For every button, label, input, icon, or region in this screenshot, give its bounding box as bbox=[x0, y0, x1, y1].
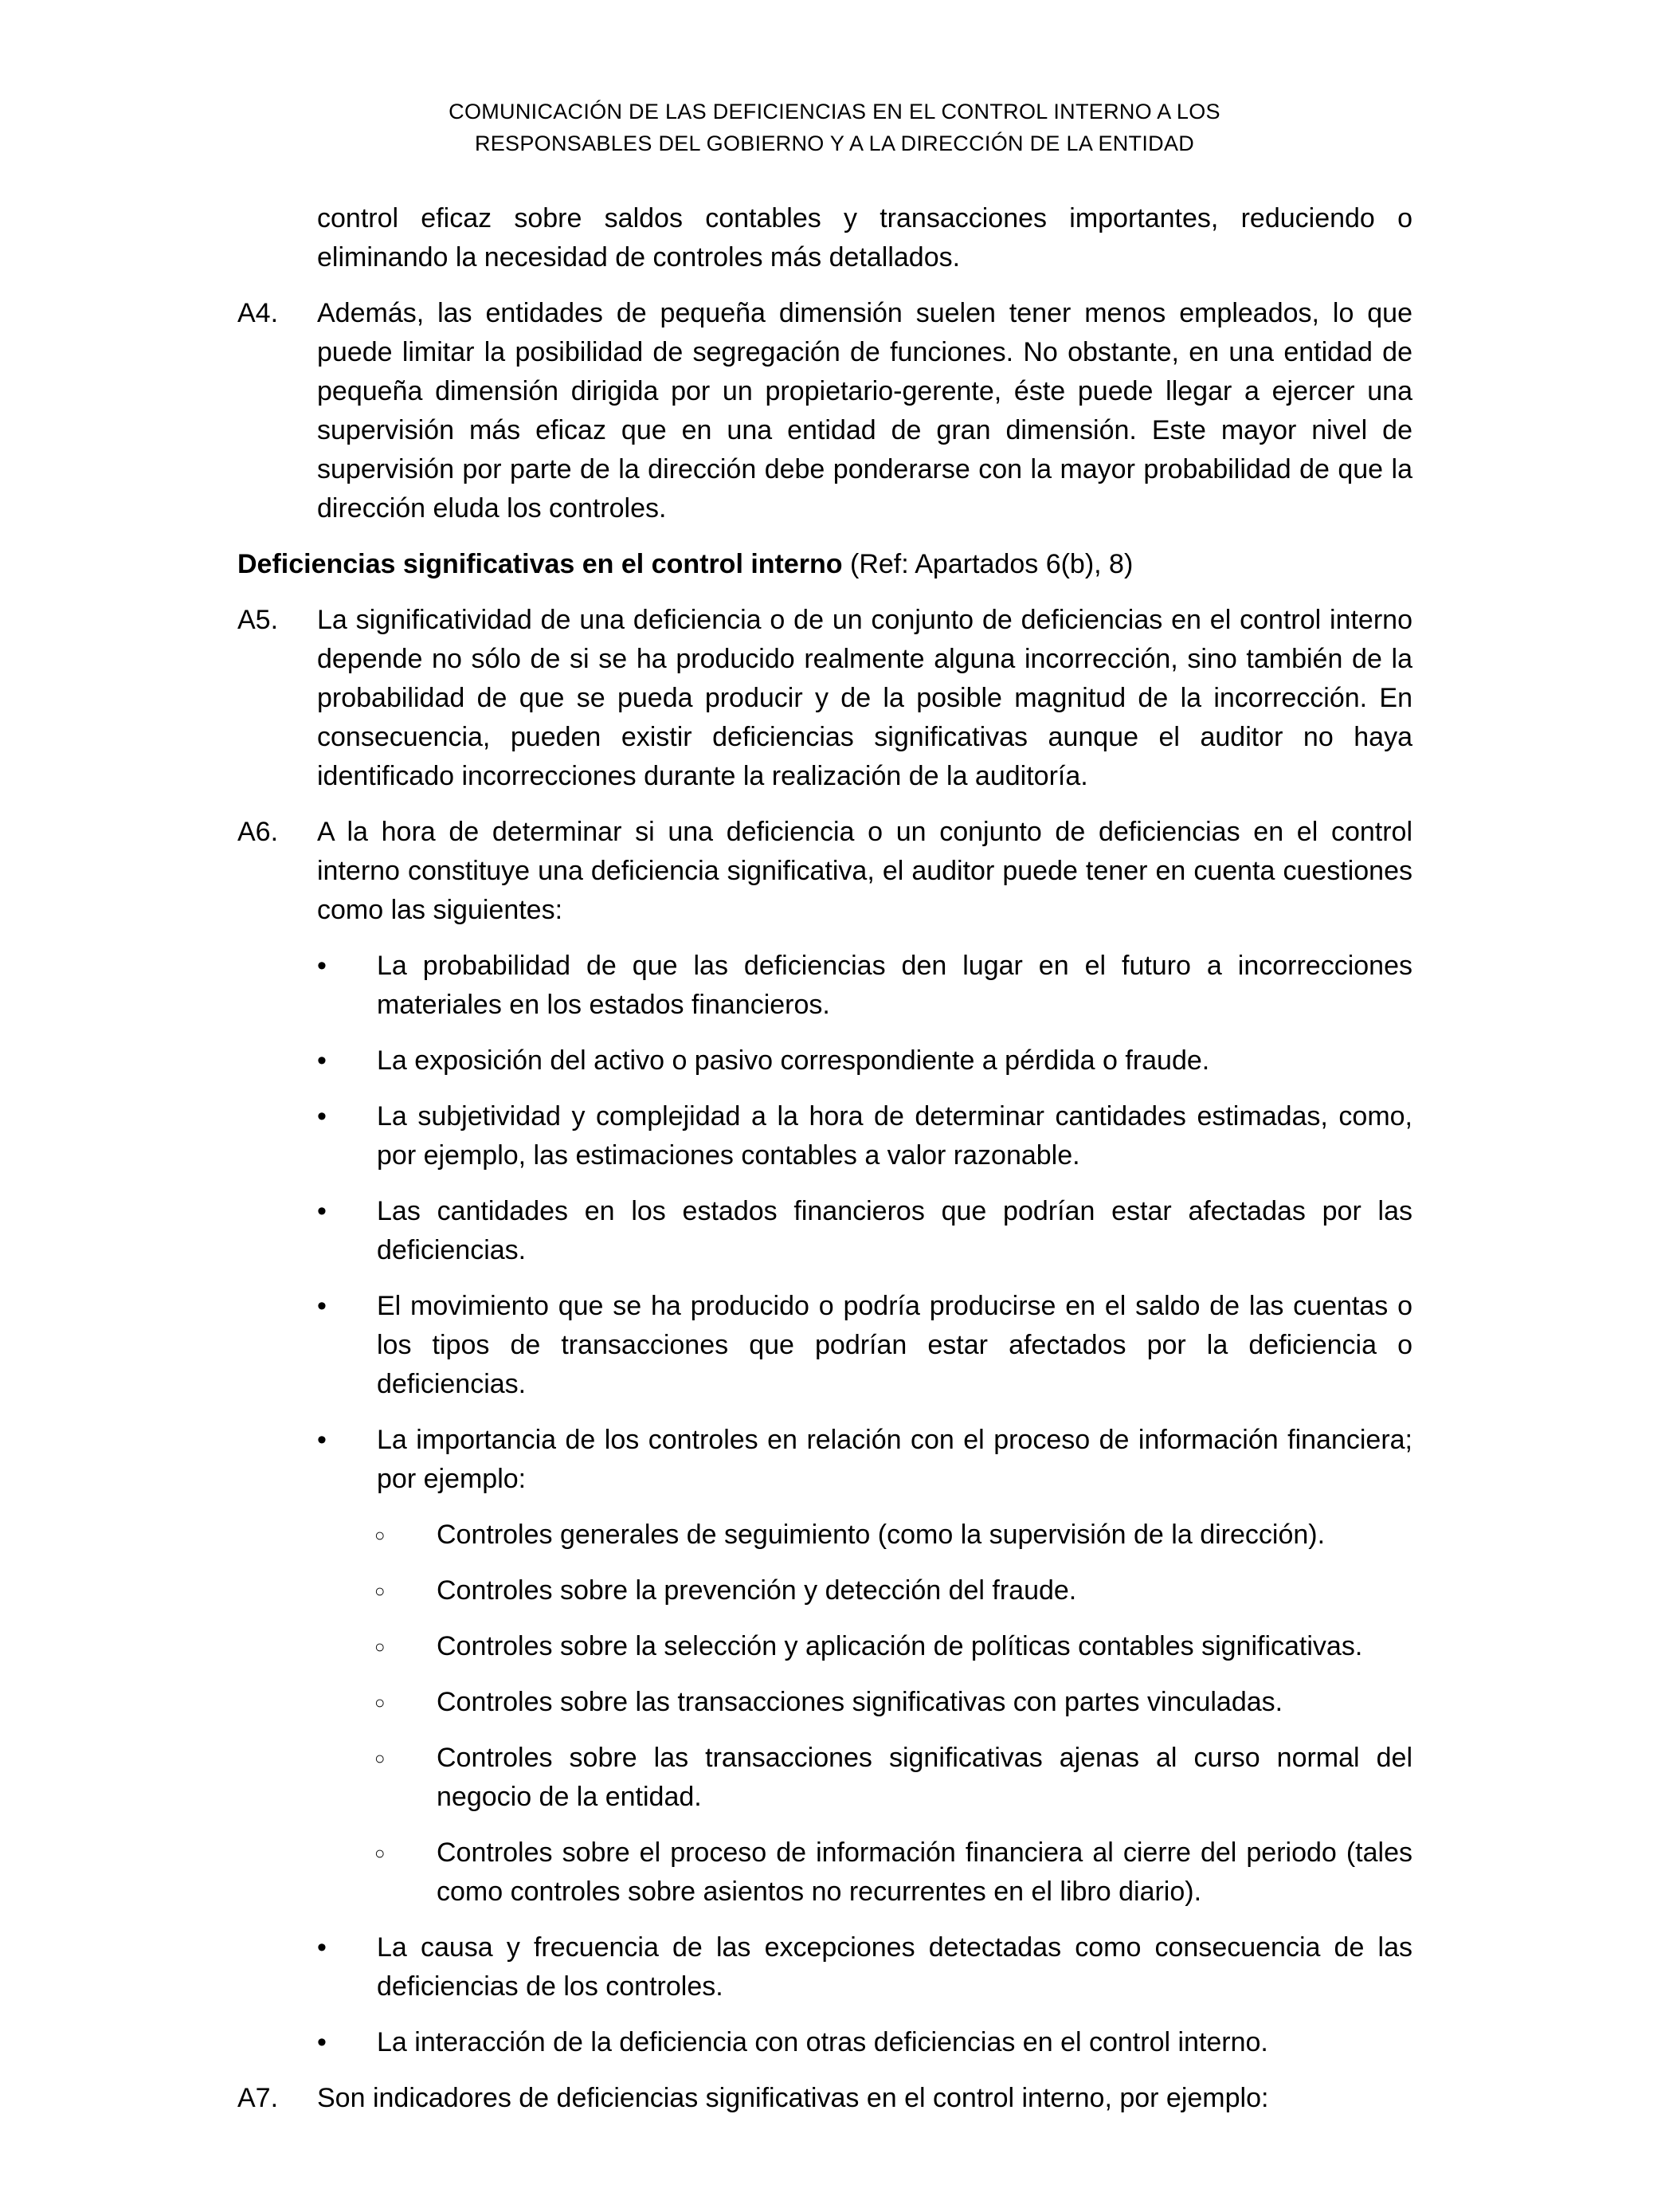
paragraph-text: A la hora de determinar si una deficiencia o un conjunto de deficiencias en el control interno constituye una deficiencia significativa, el auditor puede tener en cuenta cuestiones como las siguientes: bbox=[317, 817, 1412, 925]
sub-list-item bbox=[237, 1627, 1412, 1666]
list-item bbox=[237, 1097, 1412, 1175]
circle-bullet-marker: ○ bbox=[374, 1692, 386, 1712]
section-heading bbox=[237, 545, 1412, 584]
paragraph-text: La significatividad de una deficiencia o de un conjunto de deficiencias en el control interno depende no sólo de si se ha producido realmente alguna incorrección, sino también de la probabilidad de que se pueda producir y de la posible magnitud de la incorrección. En consecuencia, pueden existir deficiencias significativas aunque el auditor no haya identificado incorrecciones durante la realización de la auditoría. bbox=[317, 605, 1412, 791]
paragraph-a4 bbox=[237, 294, 1412, 528]
bullet-marker: • bbox=[317, 1045, 327, 1076]
bullet-marker: • bbox=[317, 1291, 327, 1321]
list-item-text: Las cantidades en los estados financieros que podrían estar afectadas por las deficiencias. bbox=[377, 1196, 1412, 1265]
bullet-list bbox=[237, 947, 1412, 2062]
circle-bullet-marker: ○ bbox=[374, 1525, 386, 1545]
list-item-text: La subjetividad y complejidad a la hora de determinar cantidades estimadas, como, por ejemplo, las estimaciones contables a valor razonable. bbox=[377, 1101, 1412, 1171]
sub-list-item bbox=[237, 1739, 1412, 1817]
list-item-text: Controles sobre la selección y aplicación de políticas contables significativas. bbox=[437, 1631, 1363, 1661]
bullet-marker: • bbox=[317, 1196, 327, 1226]
sub-list-item bbox=[237, 1516, 1412, 1555]
paragraph-text: control eficaz sobre saldos contables y transacciones importantes, reduciendo o eliminando la necesidad de controles más detallados. bbox=[317, 203, 1412, 273]
paragraph-a5 bbox=[237, 601, 1412, 796]
header-line-2: RESPONSABLES DEL GOBIERNO Y A LA DIRECCIÓN DE LA ENTIDAD bbox=[474, 131, 1195, 155]
paragraph-a6 bbox=[237, 813, 1412, 930]
list-item-text: La probabilidad de que las deficiencias den lugar en el futuro a incorrecciones materiales en los estados financieros. bbox=[377, 951, 1412, 1020]
paragraph-number: A6. bbox=[237, 817, 279, 847]
list-item-text: La causa y frecuencia de las excepciones detectadas como consecuencia de las deficiencias de los controles. bbox=[377, 1932, 1412, 2002]
paragraph-number: A7. bbox=[237, 2083, 279, 2113]
bullet-marker: • bbox=[317, 2027, 327, 2057]
circle-bullet-marker: ○ bbox=[374, 1843, 386, 1863]
list-item bbox=[237, 1287, 1412, 1404]
section-reference: (Ref: Apartados 6(b), 8) bbox=[842, 549, 1134, 579]
list-item-text: El movimiento que se ha producido o podría producirse en el saldo de las cuentas o los tipos de transacciones que podrían estar afectados por la deficiencia o deficiencias. bbox=[377, 1291, 1412, 1399]
header-line-1: COMUNICACIÓN DE LAS DEFICIENCIAS EN EL CONTROL INTERNO A LOS bbox=[449, 100, 1220, 124]
circle-bullet-marker: ○ bbox=[374, 1581, 386, 1601]
bullet-marker: • bbox=[317, 1932, 327, 1963]
bullet-marker: • bbox=[317, 1425, 327, 1455]
list-item-text: La exposición del activo o pasivo correspondiente a pérdida o fraude. bbox=[377, 1045, 1210, 1076]
bullet-marker: • bbox=[317, 951, 327, 981]
section-title: Deficiencias significativas en el control interno bbox=[237, 549, 843, 579]
list-item-text: La interacción de la deficiencia con otras deficiencias en el control interno. bbox=[377, 2027, 1268, 2057]
list-item bbox=[237, 2023, 1412, 2062]
list-item-text: Controles sobre las transacciones significativas con partes vinculadas. bbox=[437, 1687, 1283, 1717]
list-item-text: Controles sobre el proceso de información financiera al cierre del periodo (tales como controles sobre asientos no recurrentes en el libro diario). bbox=[437, 1837, 1412, 1907]
paragraph-number: A5. bbox=[237, 605, 279, 635]
paragraph-number: A4. bbox=[237, 298, 279, 328]
list-item bbox=[237, 1041, 1412, 1081]
circle-bullet-marker: ○ bbox=[374, 1748, 386, 1768]
paragraph-text: Son indicadores de deficiencias significativas en el control interno, por ejemplo: bbox=[317, 2083, 1269, 2113]
paragraph-text: Además, las entidades de pequeña dimensión suelen tener menos empleados, lo que puede limitar la posibilidad de segregación de funciones. No obstante, en una entidad de pequeña dimensión dirigida por un propietario-gerente, éste puede llegar a ejercer una supervisión más eficaz que en una entidad de gran dimensión. Este mayor nivel de supervisión por parte de la dirección debe ponderarse con la mayor probabilidad de que la dirección eluda los controles. bbox=[317, 298, 1412, 524]
sub-list-item bbox=[237, 1834, 1412, 1912]
list-item bbox=[237, 1192, 1412, 1270]
circle-bullet-marker: ○ bbox=[374, 1637, 386, 1657]
list-item bbox=[237, 1928, 1412, 2006]
paragraph-continued bbox=[237, 199, 1412, 277]
list-item-text: Controles sobre las transacciones significativas ajenas al curso normal del negocio de la entidad. bbox=[437, 1743, 1412, 1812]
paragraph-a7 bbox=[237, 2079, 1412, 2118]
bullet-marker: • bbox=[317, 1101, 327, 1131]
list-item-text: La importancia de los controles en relación con el proceso de información financiera; por ejemplo: bbox=[377, 1425, 1412, 1494]
page-header bbox=[0, 96, 1669, 159]
sub-list-item bbox=[237, 1571, 1412, 1610]
list-item bbox=[237, 1421, 1412, 1499]
list-item-text: Controles generales de seguimiento (como la supervisión de la dirección). bbox=[437, 1520, 1326, 1550]
list-item bbox=[237, 947, 1412, 1025]
list-item-text: Controles sobre la prevención y detección del fraude. bbox=[437, 1575, 1077, 1606]
document-body bbox=[237, 199, 1412, 2135]
sub-list-item bbox=[237, 1683, 1412, 1722]
